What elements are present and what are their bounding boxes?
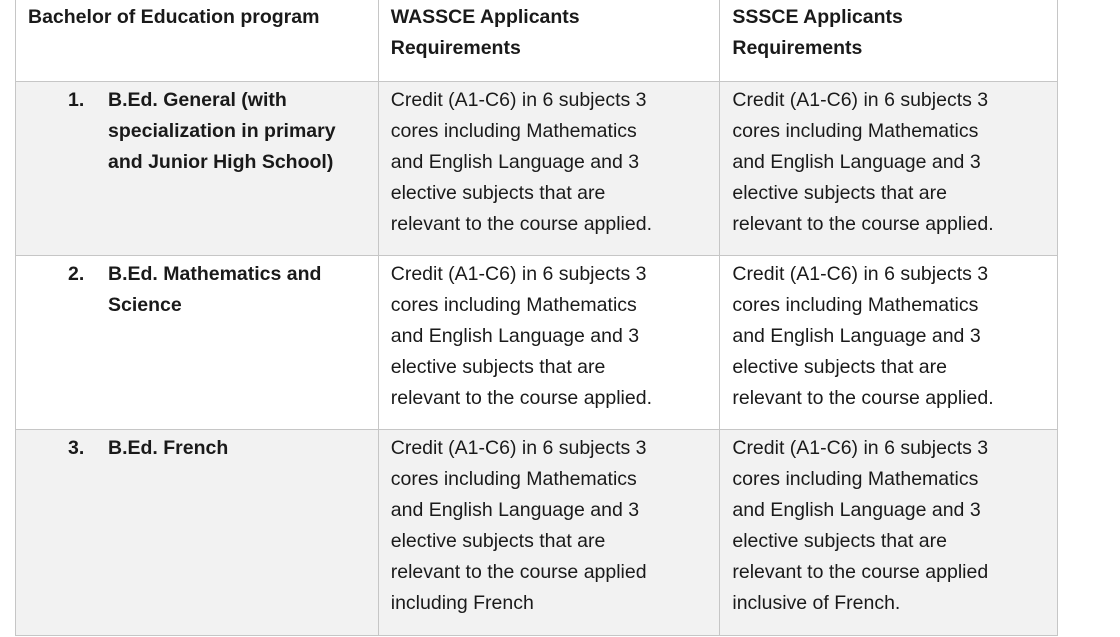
header-row: [16, 0, 1058, 82]
requirement-line: cores including Mathematics: [732, 468, 979, 490]
program-name-line: specialization in primary: [108, 120, 336, 142]
requirement-line: relevant to the course applied.: [390, 213, 653, 235]
requirement-line: relevant to the course applied.: [732, 213, 994, 235]
header-cell-content: [720, 0, 1057, 64]
wassce-requirements-text: [379, 430, 720, 619]
program-cell: [16, 430, 379, 636]
program-name-line: and Junior High School): [108, 151, 334, 173]
requirement-line: cores including Mathematics: [390, 120, 637, 142]
program-name: [108, 433, 228, 464]
requirement-line: cores including Mathematics: [390, 468, 637, 490]
sssce-requirements-text: [720, 430, 1057, 619]
wassce-requirements-text: [379, 82, 720, 240]
list-number: 1.: [68, 89, 85, 111]
header-text-line: SSSCE Applicants: [732, 6, 903, 28]
sssce-requirements-text: [720, 256, 1057, 414]
requirement-line: relevant to the course applied: [732, 561, 989, 583]
sssce-requirements-text: [720, 82, 1057, 240]
sssce-requirements-cell: [720, 82, 1058, 256]
requirement-line: inclusive of French.: [732, 592, 901, 614]
requirement-line: Credit (A1-C6) in 6 subjects 3: [390, 263, 647, 285]
program-entry: [16, 256, 378, 321]
program-entry: [16, 430, 378, 464]
program-name: [108, 85, 336, 178]
requirement-line: elective subjects that are: [390, 182, 606, 204]
requirement-line: and English Language and 3: [732, 325, 981, 347]
list-number: 2.: [68, 263, 85, 285]
program-cell: [16, 256, 379, 430]
header-text-line: WASSCE Applicants: [390, 6, 580, 28]
program-name-line: Science: [108, 294, 182, 316]
wassce-requirements-cell: [378, 430, 720, 636]
program-name: [108, 259, 321, 321]
requirement-line: relevant to the course applied.: [390, 387, 653, 409]
header-cell: [378, 0, 720, 82]
program-entry: [16, 82, 378, 178]
requirement-line: Credit (A1-C6) in 6 subjects 3: [732, 89, 989, 111]
wassce-requirements-cell: [378, 82, 720, 256]
requirement-line: Credit (A1-C6) in 6 subjects 3: [390, 437, 647, 459]
requirement-line: elective subjects that are: [732, 182, 947, 204]
header-cell: [720, 0, 1058, 82]
header-text-line: Requirements: [732, 37, 863, 59]
table-row: [16, 430, 1058, 636]
header-cell: [16, 0, 379, 82]
requirement-line: relevant to the course applied: [390, 561, 647, 583]
requirement-line: cores including Mathematics: [390, 294, 637, 316]
sssce-requirements-cell: [720, 430, 1058, 636]
table-row: [16, 256, 1058, 430]
table-row: [16, 82, 1058, 256]
requirement-line: and English Language and 3: [390, 151, 640, 173]
requirement-line: elective subjects that are: [732, 356, 947, 378]
header-text-line: Requirements: [390, 37, 521, 59]
requirement-line: relevant to the course applied.: [732, 387, 994, 409]
program-name-line: B.Ed. French: [108, 437, 229, 459]
requirements-table: [15, 0, 1058, 636]
requirement-line: and English Language and 3: [390, 499, 640, 521]
wassce-requirements-text: [379, 256, 720, 414]
requirement-line: Credit (A1-C6) in 6 subjects 3: [390, 89, 647, 111]
sssce-requirements-cell: [720, 256, 1058, 430]
requirement-line: elective subjects that are: [390, 530, 606, 552]
requirement-line: including French: [390, 592, 534, 614]
requirement-line: Credit (A1-C6) in 6 subjects 3: [732, 263, 989, 285]
requirement-line: and English Language and 3: [390, 325, 640, 347]
requirement-line: elective subjects that are: [390, 356, 606, 378]
header-text-line: Bachelor of Education program: [28, 6, 320, 28]
requirement-line: elective subjects that are: [732, 530, 947, 552]
header-cell-content: [379, 0, 720, 64]
program-name-line: B.Ed. Mathematics and: [108, 263, 322, 285]
requirement-line: and English Language and 3: [732, 151, 981, 173]
requirement-line: cores including Mathematics: [732, 120, 979, 142]
program-cell: [16, 82, 379, 256]
requirement-line: and English Language and 3: [732, 499, 981, 521]
header-cell-content: [16, 0, 378, 33]
requirement-line: Credit (A1-C6) in 6 subjects 3: [732, 437, 989, 459]
wassce-requirements-cell: [378, 256, 720, 430]
list-number: 3.: [68, 437, 85, 459]
requirement-line: cores including Mathematics: [732, 294, 979, 316]
program-name-line: B.Ed. General (with: [108, 89, 287, 111]
